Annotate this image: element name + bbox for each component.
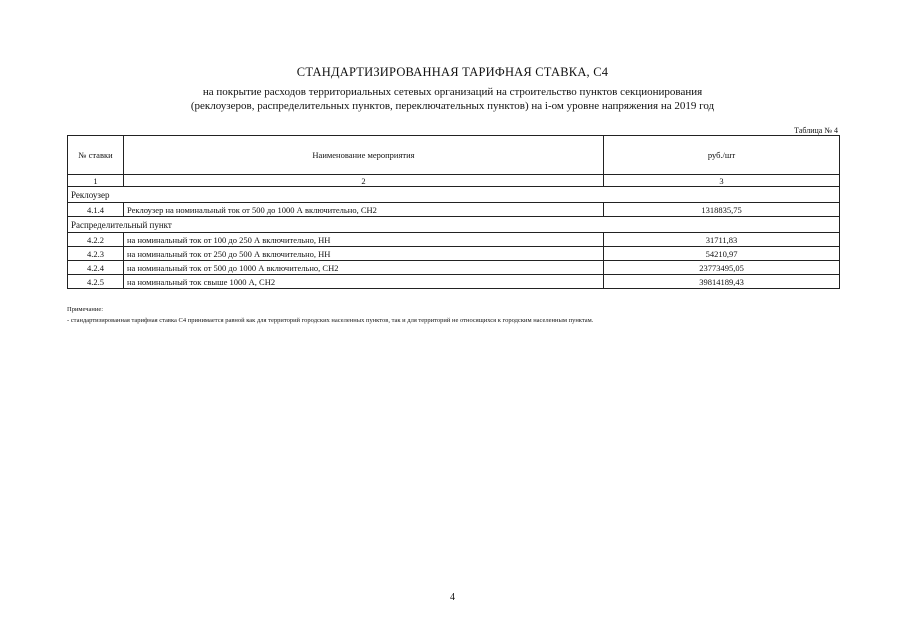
table-row [68,233,840,247]
page-number: 4 [450,592,455,603]
section-title: Реклоузер [68,187,840,203]
note-text: - стандартизированная тарифная ставка С4 принимается равной как для территорий городских населенных пунктов, так и для территорий не относящихся к городским населенным пунктам. [67,317,594,324]
row-code: 4.2.2 [68,233,124,247]
subtitle-line-1: на покрытие расходов территориальных сетевых организаций на строительство пунктов секционирования [202,86,703,98]
section-row-recloser [68,187,840,203]
row-value: 54210,97 [604,247,840,261]
row-value: 1318835,75 [604,203,840,217]
subtitle-line-2: (реклоузеров, распределительных пунктов, переключательных пунктов) на i-ом уровне напряжения на 2019 год [190,100,715,112]
header-unit: руб./шт [604,136,840,175]
row-name: на номинальный ток от 100 до 250 А включительно, НН [124,233,604,247]
row-code: 4.2.4 [68,261,124,275]
row-code: 4.2.3 [68,247,124,261]
index-cell-1: 1 [68,175,124,187]
row-code: 4.2.5 [68,275,124,289]
table-row [68,261,840,275]
table-row [68,247,840,261]
header-name: Наименование мероприятия [124,136,604,175]
index-cell-3: 3 [604,175,840,187]
table-index-row [68,175,840,187]
document-subtitle [0,85,905,113]
section-title: Распределительный пункт [68,217,840,233]
note-block [67,304,593,326]
section-row-distribution-point [68,217,840,233]
table-row [68,203,840,217]
note-label: Примечание: [67,306,104,313]
row-value: 23773495,05 [604,261,840,275]
table-label: Таблица № 4 [794,126,838,135]
row-value: 39814189,43 [604,275,840,289]
row-name: Реклоузер на номинальный ток от 500 до 1000 А включительно, СН2 [124,203,604,217]
row-name: на номинальный ток от 250 до 500 А включительно, НН [124,247,604,261]
table-header-row [68,136,840,175]
row-name: на номинальный ток свыше 1000 А, СН2 [124,275,604,289]
document-title: СТАНДАРТИЗИРОВАННАЯ ТАРИФНАЯ СТАВКА, С4 [296,65,609,79]
row-name: на номинальный ток от 500 до 1000 А включительно, СН2 [124,261,604,275]
tariff-table [67,135,840,289]
index-cell-2: 2 [124,175,604,187]
header-code: № ставки [68,136,124,175]
table-row [68,275,840,289]
row-code: 4.1.4 [68,203,124,217]
row-value: 31711,83 [604,233,840,247]
